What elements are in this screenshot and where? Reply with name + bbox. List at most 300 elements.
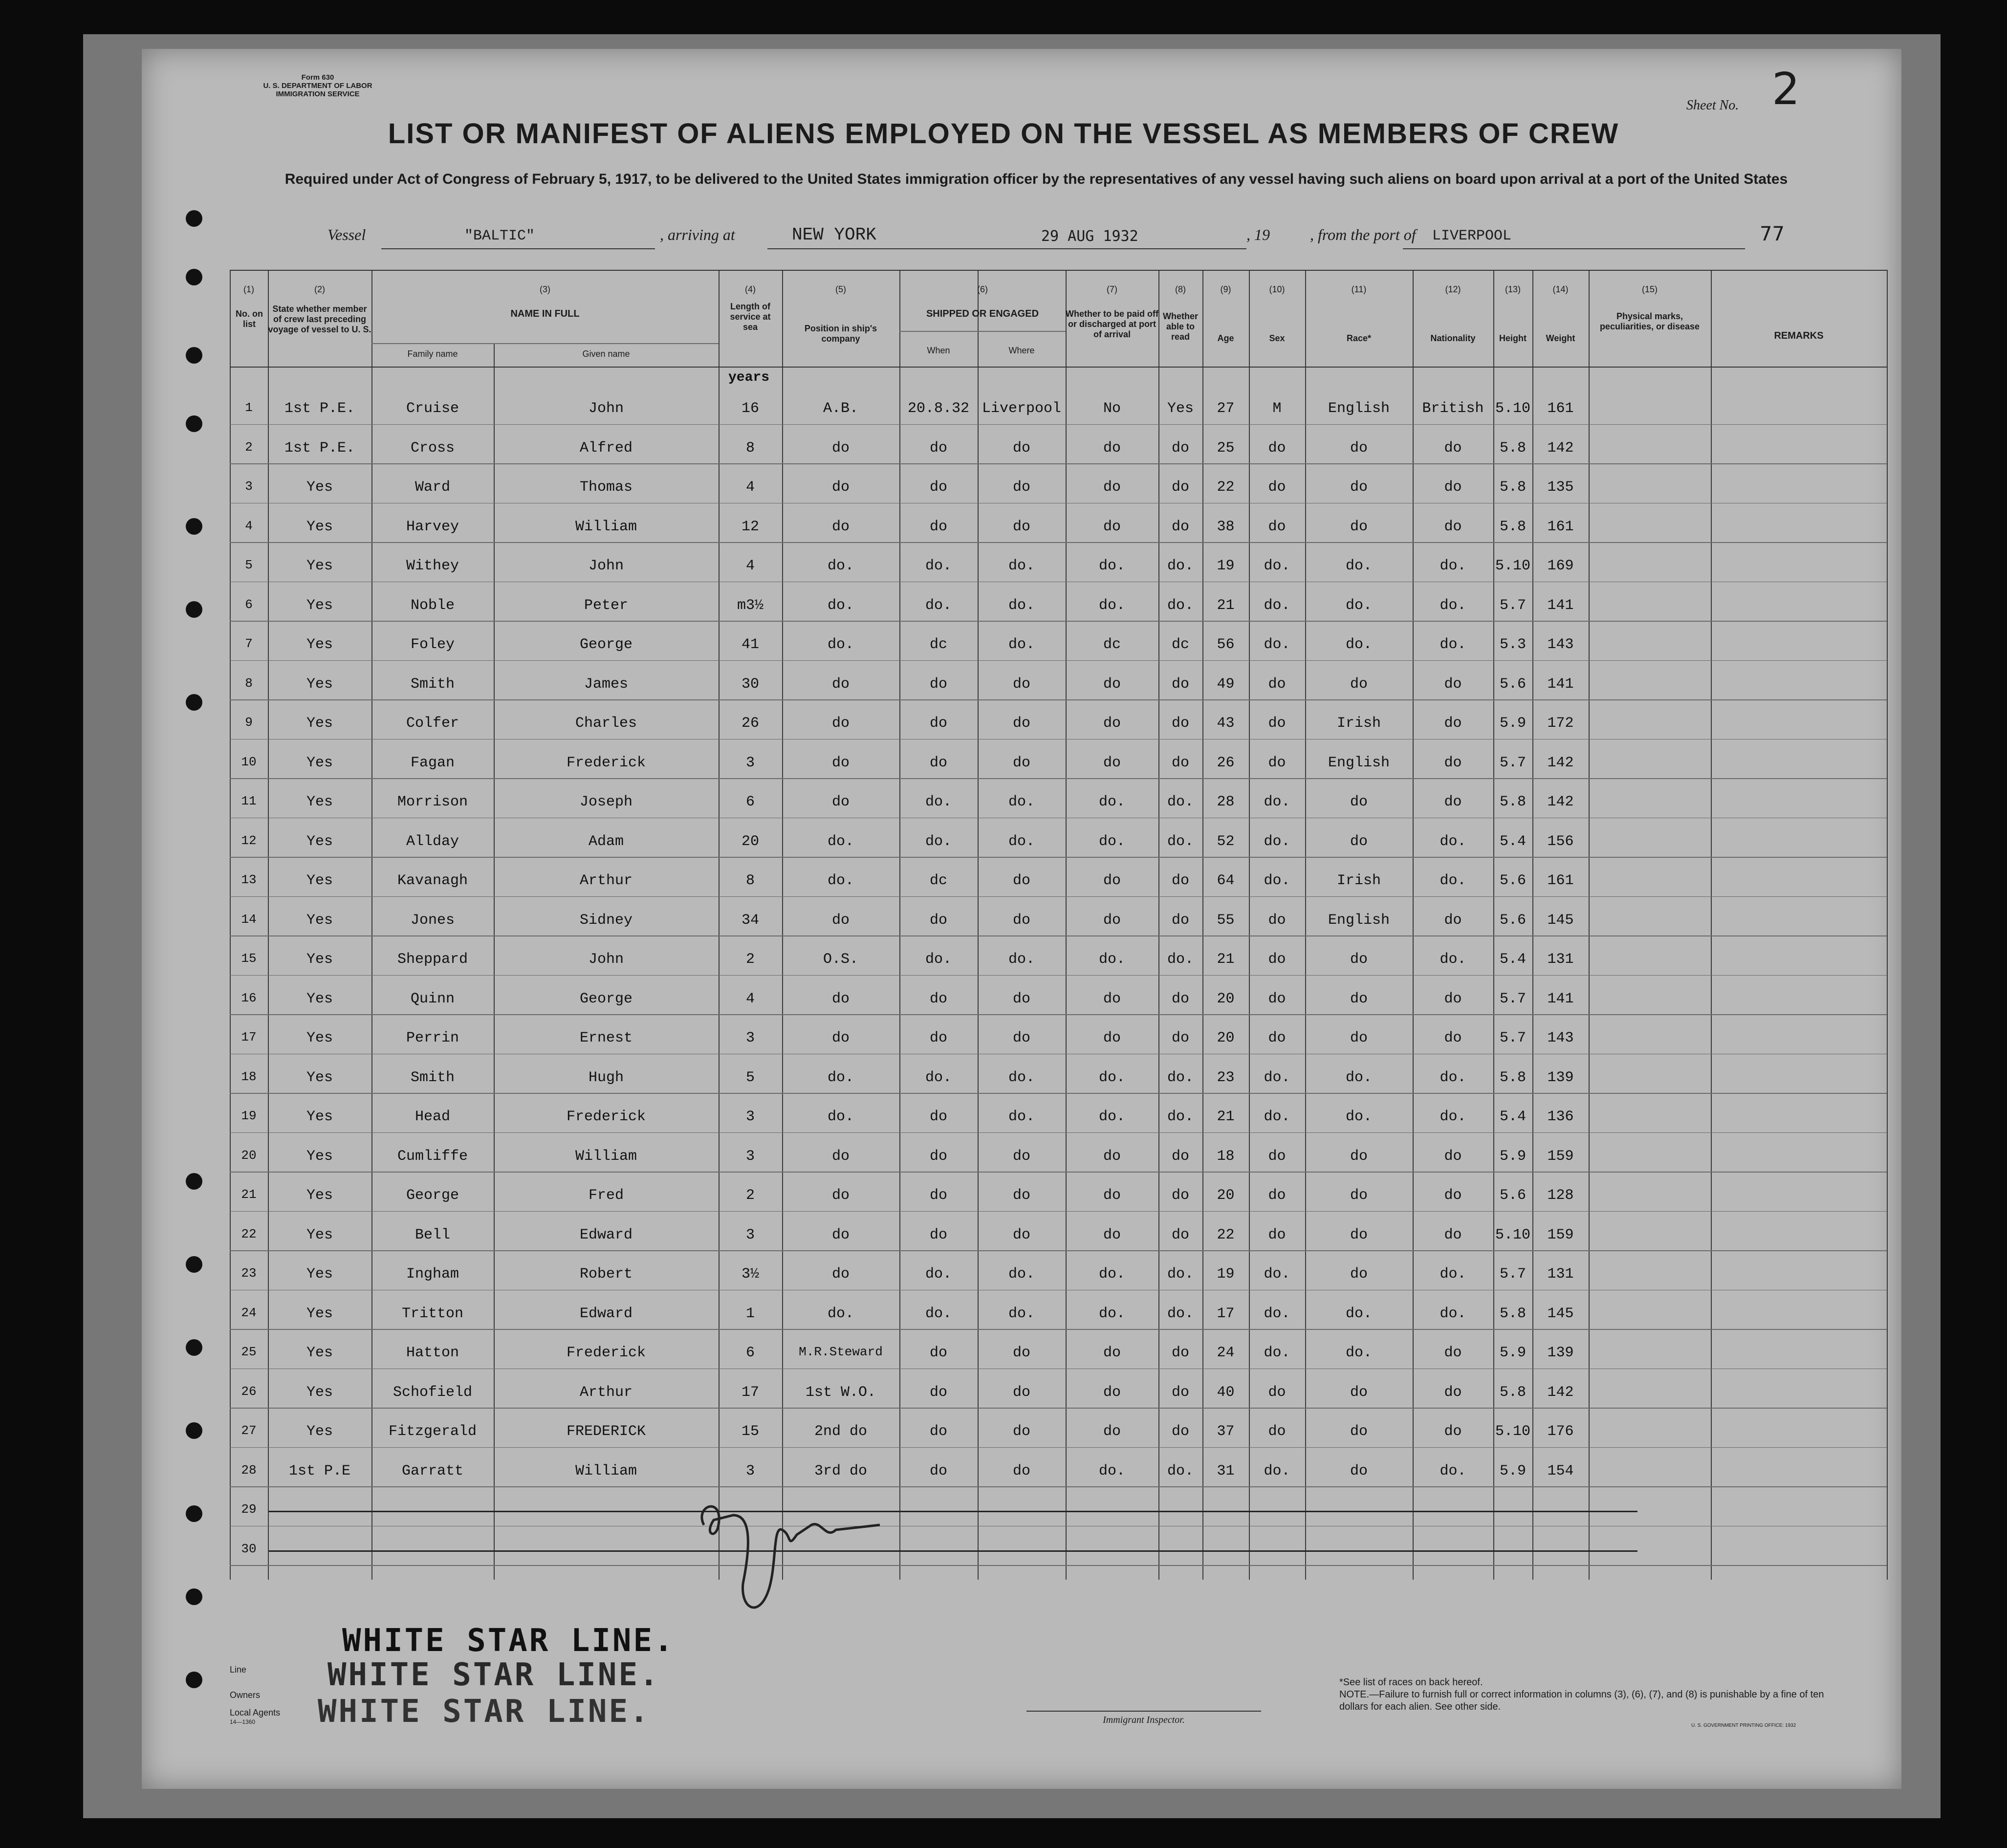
age-cell: 31 [1217,1462,1235,1479]
height-cell: 5.10 [1495,558,1530,574]
able-read-cell: do [1171,1423,1189,1440]
form-line: Form 630 [301,73,334,82]
shipped-when-cell: do [929,1226,947,1243]
service-length-cell: 15 [741,1423,759,1440]
sex-cell: do [1268,951,1286,968]
binder-hole [186,1588,202,1605]
agents-label: Local Agents [230,1708,281,1718]
row-rule [230,1211,1887,1212]
nationality-cell: do. [1440,636,1466,653]
shipped-where-cell: do. [1008,794,1035,810]
inspector-signature-line: Immigrant Inspector. [1026,1711,1261,1726]
years-label: years [728,370,770,385]
crew-status-cell: Yes [306,990,333,1007]
height-cell: 5.9 [1499,1148,1526,1165]
binder-hole [186,210,202,227]
nationality-cell: do [1444,754,1462,771]
shipped-when-cell: dc [929,872,947,889]
service-length-cell: 1 [745,1305,755,1322]
paid-off-cell: do [1103,990,1121,1007]
agents-sub: 14—1360 [230,1718,256,1725]
crew-status-cell: 1st P.E. [284,400,355,417]
shipped-when-cell: do [929,1384,947,1401]
row-number: 27 [241,1423,257,1438]
shipped-where-cell: do. [1008,558,1035,574]
race-cell: do. [1345,558,1372,574]
shipped-when-cell: do [929,715,947,732]
able-read-cell: do [1171,1148,1189,1165]
row-number: 2 [245,439,253,455]
age-cell: 25 [1217,439,1235,457]
given-name-cell: FREDERICK [566,1423,646,1440]
inspector-signature [694,1496,919,1632]
nationality-cell: do. [1440,1069,1466,1086]
shipped-where-cell: do [1012,1030,1030,1046]
position-cell: do. [827,558,854,574]
shipped-when-cell: do [929,1462,947,1479]
race-cell: do [1350,990,1368,1007]
position-cell: do [831,1266,850,1283]
column-number: (3) [540,284,550,294]
nationality-cell: British [1422,400,1484,417]
given-name-cell: Joseph [579,794,633,810]
nationality-cell: do [1444,1423,1462,1440]
shipped-where-cell: do. [1008,1109,1035,1125]
owners-label: Owners [230,1690,261,1700]
race-cell: do [1350,1148,1368,1165]
race-cell: do [1350,1423,1368,1440]
age-cell: 19 [1217,558,1235,574]
able-read-cell: dc [1171,636,1189,653]
weight-cell: 141 [1547,597,1574,614]
row-number: 28 [241,1462,257,1478]
row-number: 18 [241,1069,257,1084]
paid-off-cell: do [1103,1384,1121,1401]
position-cell: do [831,1226,850,1243]
able-read-cell: do. [1167,558,1194,574]
position-cell: M.R.Steward [799,1345,883,1359]
shipped-where-cell: do [1012,990,1030,1007]
nationality-cell: do [1444,439,1462,457]
paid-off-cell: dc [1103,636,1121,653]
age-cell: 20 [1217,1187,1235,1204]
nationality-cell: do [1444,1030,1462,1046]
underline [767,248,1031,249]
sex-cell: do [1268,990,1286,1007]
binder-hole [186,1173,202,1190]
given-name-cell: Edward [579,1226,633,1243]
shipped-where-cell: do. [1008,1069,1035,1086]
nationality-cell: do [1444,1148,1462,1165]
service-length-cell: 6 [745,794,755,810]
crew-status-cell: Yes [306,1030,333,1046]
crew-status-cell: Yes [306,754,333,771]
weight-cell: 169 [1547,558,1574,574]
row-rule [230,857,1887,858]
family-name-cell: Kavanagh [397,872,468,889]
arriving-port: NEW YORK [792,225,876,245]
header-height: Height [1499,333,1527,343]
row-rule [230,778,1887,779]
weight-cell: 135 [1547,479,1574,496]
nationality-cell: do. [1440,1462,1466,1479]
paid-off-cell: do [1103,715,1121,732]
given-name-cell: William [575,518,637,535]
shipped-where-cell: do [1012,518,1030,535]
binder-hole [186,1672,202,1688]
row-rule [230,1290,1887,1291]
paid-off-cell: do [1103,1345,1121,1361]
height-cell: 5.7 [1499,990,1526,1007]
height-cell: 5.3 [1499,636,1526,653]
column-number: (15) [1641,284,1658,294]
paid-off-cell: do [1103,1423,1121,1440]
row-number: 24 [241,1305,257,1320]
able-read-cell: do [1171,990,1189,1007]
underline [1403,248,1745,249]
nationality-cell: do [1444,794,1462,810]
sex-cell: do. [1264,1266,1290,1283]
footnote-penalty: NOTE.—Failure to furnish full or correct information in columns (3), (6), (7), and (8) is punishable by a fine of ten dollars for each alien. See other side. [1339,1689,1824,1712]
paid-off-cell: do [1103,1226,1121,1243]
age-cell: 38 [1217,518,1235,535]
family-name-cell: Smith [410,1069,455,1086]
shipped-when-cell: do. [925,1266,952,1283]
row-rule [230,660,1887,661]
shipped-when-cell: dc [929,636,947,653]
row-number: 11 [241,794,257,808]
shipped-where-cell: do. [1008,951,1035,968]
crew-status-cell: Yes [306,715,333,732]
crew-status-cell: Yes [306,675,333,693]
column-number: (9) [1220,284,1231,294]
service-length-cell: 3 [745,1030,755,1046]
race-cell: do [1350,794,1368,810]
sex-cell: do [1268,675,1286,693]
shipped-where-cell: do [1012,1226,1030,1243]
able-read-cell: do. [1167,1109,1194,1125]
form-line: U. S. DEPARTMENT OF LABOR [263,82,372,90]
column-divider [1711,270,1712,1580]
race-cell: do [1350,833,1368,850]
service-length-cell: m3½ [737,597,764,614]
page-title: LIST OR MANIFEST OF ALIENS EMPLOYED ON THE VESSEL AS MEMBERS OF CREW [388,118,1619,150]
crew-status-cell: Yes [306,1384,333,1401]
service-length-cell: 6 [745,1345,755,1361]
nationality-cell: do [1444,990,1462,1007]
able-read-cell: do [1171,675,1189,693]
position-cell: 1st W.O. [805,1384,876,1401]
shipped-when-cell: do [929,518,947,535]
given-name-cell: John [588,400,624,417]
given-name-cell: Charles [575,715,637,732]
header-family-name: Family name [407,349,458,359]
header-paid-off: Whether to be paid off or discharged at port of arrival [1066,309,1158,339]
service-length-cell: 8 [745,872,755,889]
crew-status-cell: Yes [306,1266,333,1283]
family-name-cell: Withey [406,558,459,574]
paid-off-cell: do [1103,439,1121,457]
crew-status-cell: Yes [306,1187,333,1204]
weight-cell: 131 [1547,951,1574,968]
given-name-cell: Peter [584,597,628,614]
service-length-cell: 4 [745,558,755,574]
year-label: , 19 [1246,226,1270,243]
age-cell: 23 [1217,1069,1235,1086]
height-cell: 5.8 [1499,794,1526,810]
position-cell: do [831,479,850,496]
weight-cell: 159 [1547,1226,1574,1243]
row-rule [230,582,1887,583]
weight-cell: 141 [1547,675,1574,693]
form-number-block [230,73,406,98]
header-where: Where [1008,346,1035,355]
race-cell: do [1350,1462,1368,1479]
position-cell: A.B. [823,400,858,417]
nationality-cell: do [1444,1226,1462,1243]
sex-cell: do. [1264,794,1290,810]
sex-cell: do. [1264,1305,1290,1322]
able-read-cell: do [1171,1345,1189,1361]
shipped-when-cell: do [929,912,947,929]
nationality-cell: do. [1440,833,1466,850]
family-name-cell: Quinn [410,990,455,1007]
age-cell: 27 [1217,400,1235,417]
position-cell: 3rd do [814,1462,868,1479]
row-number: 10 [241,754,257,769]
race-cell: English [1328,400,1390,417]
shipped-where-cell: do. [1008,833,1035,850]
race-cell: English [1328,912,1390,929]
footnote-races: *See list of races on back hereof. [1339,1677,1483,1688]
able-read-cell: do [1171,715,1189,732]
position-cell: do [831,439,850,457]
given-name-cell: Frederick [566,1109,646,1125]
position-cell: do [831,675,850,693]
service-length-cell: 4 [745,479,755,496]
able-read-cell: do [1171,1226,1189,1243]
position-cell: do. [827,1109,854,1125]
binder-hole [186,518,202,535]
crew-status-cell: 1st P.E. [284,439,355,457]
paid-off-cell: do [1103,1187,1121,1204]
shipped-when-cell: do. [925,558,952,574]
sheet-label: Sheet No. [1686,98,1739,113]
row-rule [230,1054,1887,1055]
sheet-number [1686,64,1800,115]
row-number: 7 [245,636,253,651]
shipped-subrule [899,331,1066,332]
age-cell: 52 [1217,833,1235,850]
sex-cell: do [1268,1226,1286,1243]
age-cell: 19 [1217,1266,1235,1283]
paid-off-cell: No [1103,400,1121,417]
sex-cell: do [1268,1148,1286,1165]
race-cell: do. [1345,597,1372,614]
row-rule [230,739,1887,740]
age-cell: 49 [1217,675,1235,693]
position-cell: do [831,794,850,810]
weight-cell: 172 [1547,715,1574,732]
position-cell: do. [827,1069,854,1086]
position-cell: do [831,715,850,732]
weight-cell: 142 [1547,754,1574,771]
weight-cell: 142 [1547,794,1574,810]
weight-cell: 176 [1547,1423,1574,1440]
given-name-cell: Robert [579,1266,633,1283]
able-read-cell: do [1171,1384,1189,1401]
column-number: (10) [1269,284,1285,294]
column-number: (13) [1505,284,1521,294]
weight-cell: 159 [1547,1148,1574,1165]
given-name-cell: Thomas [579,479,633,496]
sex-cell: M [1272,400,1282,417]
row-number: 29 [241,1502,257,1517]
able-read-cell: do [1171,479,1189,496]
row-number: 25 [241,1345,257,1359]
sex-cell: do [1268,439,1286,457]
shipped-when-cell: do [929,1423,947,1440]
service-length-cell: 3 [745,1462,755,1479]
paid-off-cell: do [1103,872,1121,889]
underline [1031,248,1246,249]
header-race: Race* [1346,333,1372,343]
family-name-cell: Sheppard [397,951,468,968]
footer-labels [230,1657,280,1726]
shipped-where-cell: do [1012,479,1030,496]
shipped-when-cell: do [929,1187,947,1204]
able-read-cell: do [1171,912,1189,929]
age-cell: 28 [1217,794,1235,810]
binder-hole [186,269,202,285]
header-shipped: SHIPPED OR ENGAGED [926,308,1039,319]
weight-cell: 145 [1547,1305,1574,1322]
height-cell: 5.10 [1495,1423,1530,1440]
height-cell: 5.9 [1499,1462,1526,1479]
height-cell: 5.4 [1499,951,1526,968]
service-length-cell: 3 [745,1226,755,1243]
row-rule [230,818,1887,819]
position-cell: do [831,990,850,1007]
header-remarks: REMARKS [1774,330,1824,341]
paid-off-cell: do [1103,518,1121,535]
shipped-when-cell: do [929,990,947,1007]
service-length-cell: 12 [741,518,759,535]
row-rule [230,935,1887,936]
age-cell: 24 [1217,1345,1235,1361]
family-name-cell: Cruise [406,400,459,417]
race-cell: Irish [1336,872,1381,889]
sheet-value: 2 [1772,64,1800,115]
height-cell: 5.9 [1499,715,1526,732]
row-rule [230,463,1887,464]
weight-cell: 161 [1547,872,1574,889]
height-cell: 5.7 [1499,597,1526,614]
position-cell: O.S. [823,951,858,968]
age-cell: 21 [1217,1109,1235,1125]
row-rule [230,1526,1887,1527]
row-rule [230,975,1887,976]
row-rule [230,503,1887,504]
arriving-label: , arriving at [660,226,735,243]
position-cell: do [831,1030,850,1046]
column-number: (12) [1445,284,1461,294]
name-subrule [371,343,719,344]
weight-cell: 128 [1547,1187,1574,1204]
crew-status-cell: Yes [306,1148,333,1165]
service-length-cell: 16 [741,400,759,417]
sex-cell: do. [1264,558,1290,574]
age-cell: 55 [1217,912,1235,929]
cancel-line [269,1511,1637,1512]
nationality-cell: do. [1440,597,1466,614]
race-cell: do [1350,1384,1368,1401]
shipped-when-cell: do. [925,951,952,968]
row-rule [230,1250,1887,1251]
crew-status-cell: 1st P.E [288,1462,351,1479]
sex-cell: do [1268,479,1286,496]
header-given-name: Given name [582,349,630,359]
binder-hole [186,601,202,618]
crew-status-cell: Yes [306,597,333,614]
row-number: 14 [241,912,257,927]
row-rule [230,1014,1887,1015]
given-name-cell: Hugh [588,1069,624,1086]
able-read-cell: do. [1167,597,1194,614]
shipped-where-cell: do. [1008,1305,1035,1322]
able-read-cell: do. [1167,1462,1194,1479]
sex-cell: do. [1264,636,1290,653]
age-cell: 43 [1217,715,1235,732]
binder-hole [186,415,202,432]
height-cell: 5.6 [1499,675,1526,693]
row-rule [230,699,1887,700]
shipped-where-cell: do [1012,1148,1030,1165]
position-cell: do [831,1187,850,1204]
family-name-cell: Perrin [406,1030,459,1046]
shipped-where-cell: do [1012,1187,1030,1204]
column-number: (4) [745,284,756,294]
sex-cell: do. [1264,872,1290,889]
able-read-cell: do. [1167,951,1194,968]
sex-cell: do. [1264,597,1290,614]
age-cell: 22 [1217,479,1235,496]
family-name-cell: Harvey [406,518,459,535]
crew-status-cell: Yes [306,872,333,889]
weight-cell: 142 [1547,1384,1574,1401]
shipped-when-cell: do [929,1345,947,1361]
family-name-cell: Smith [410,675,455,693]
given-name-cell: Arthur [579,872,633,889]
given-name-cell: Edward [579,1305,633,1322]
nationality-cell: do [1444,1187,1462,1204]
nationality-cell: do. [1440,872,1466,889]
height-cell: 5.8 [1499,439,1526,457]
sex-cell: do. [1264,1069,1290,1086]
able-read-cell: Yes [1167,400,1194,417]
paid-off-cell: do. [1098,1266,1125,1283]
age-cell: 22 [1217,1226,1235,1243]
paid-off-cell: do. [1098,558,1125,574]
crew-status-cell: Yes [306,1423,333,1440]
family-name-cell: Hatton [406,1345,459,1361]
row-rule [230,1486,1887,1487]
height-cell: 5.7 [1499,1030,1526,1046]
weight-cell: 136 [1547,1109,1574,1125]
header-name-in-full: NAME IN FULL [510,308,580,319]
able-read-cell: do [1171,518,1189,535]
family-name-cell: Noble [410,597,455,614]
